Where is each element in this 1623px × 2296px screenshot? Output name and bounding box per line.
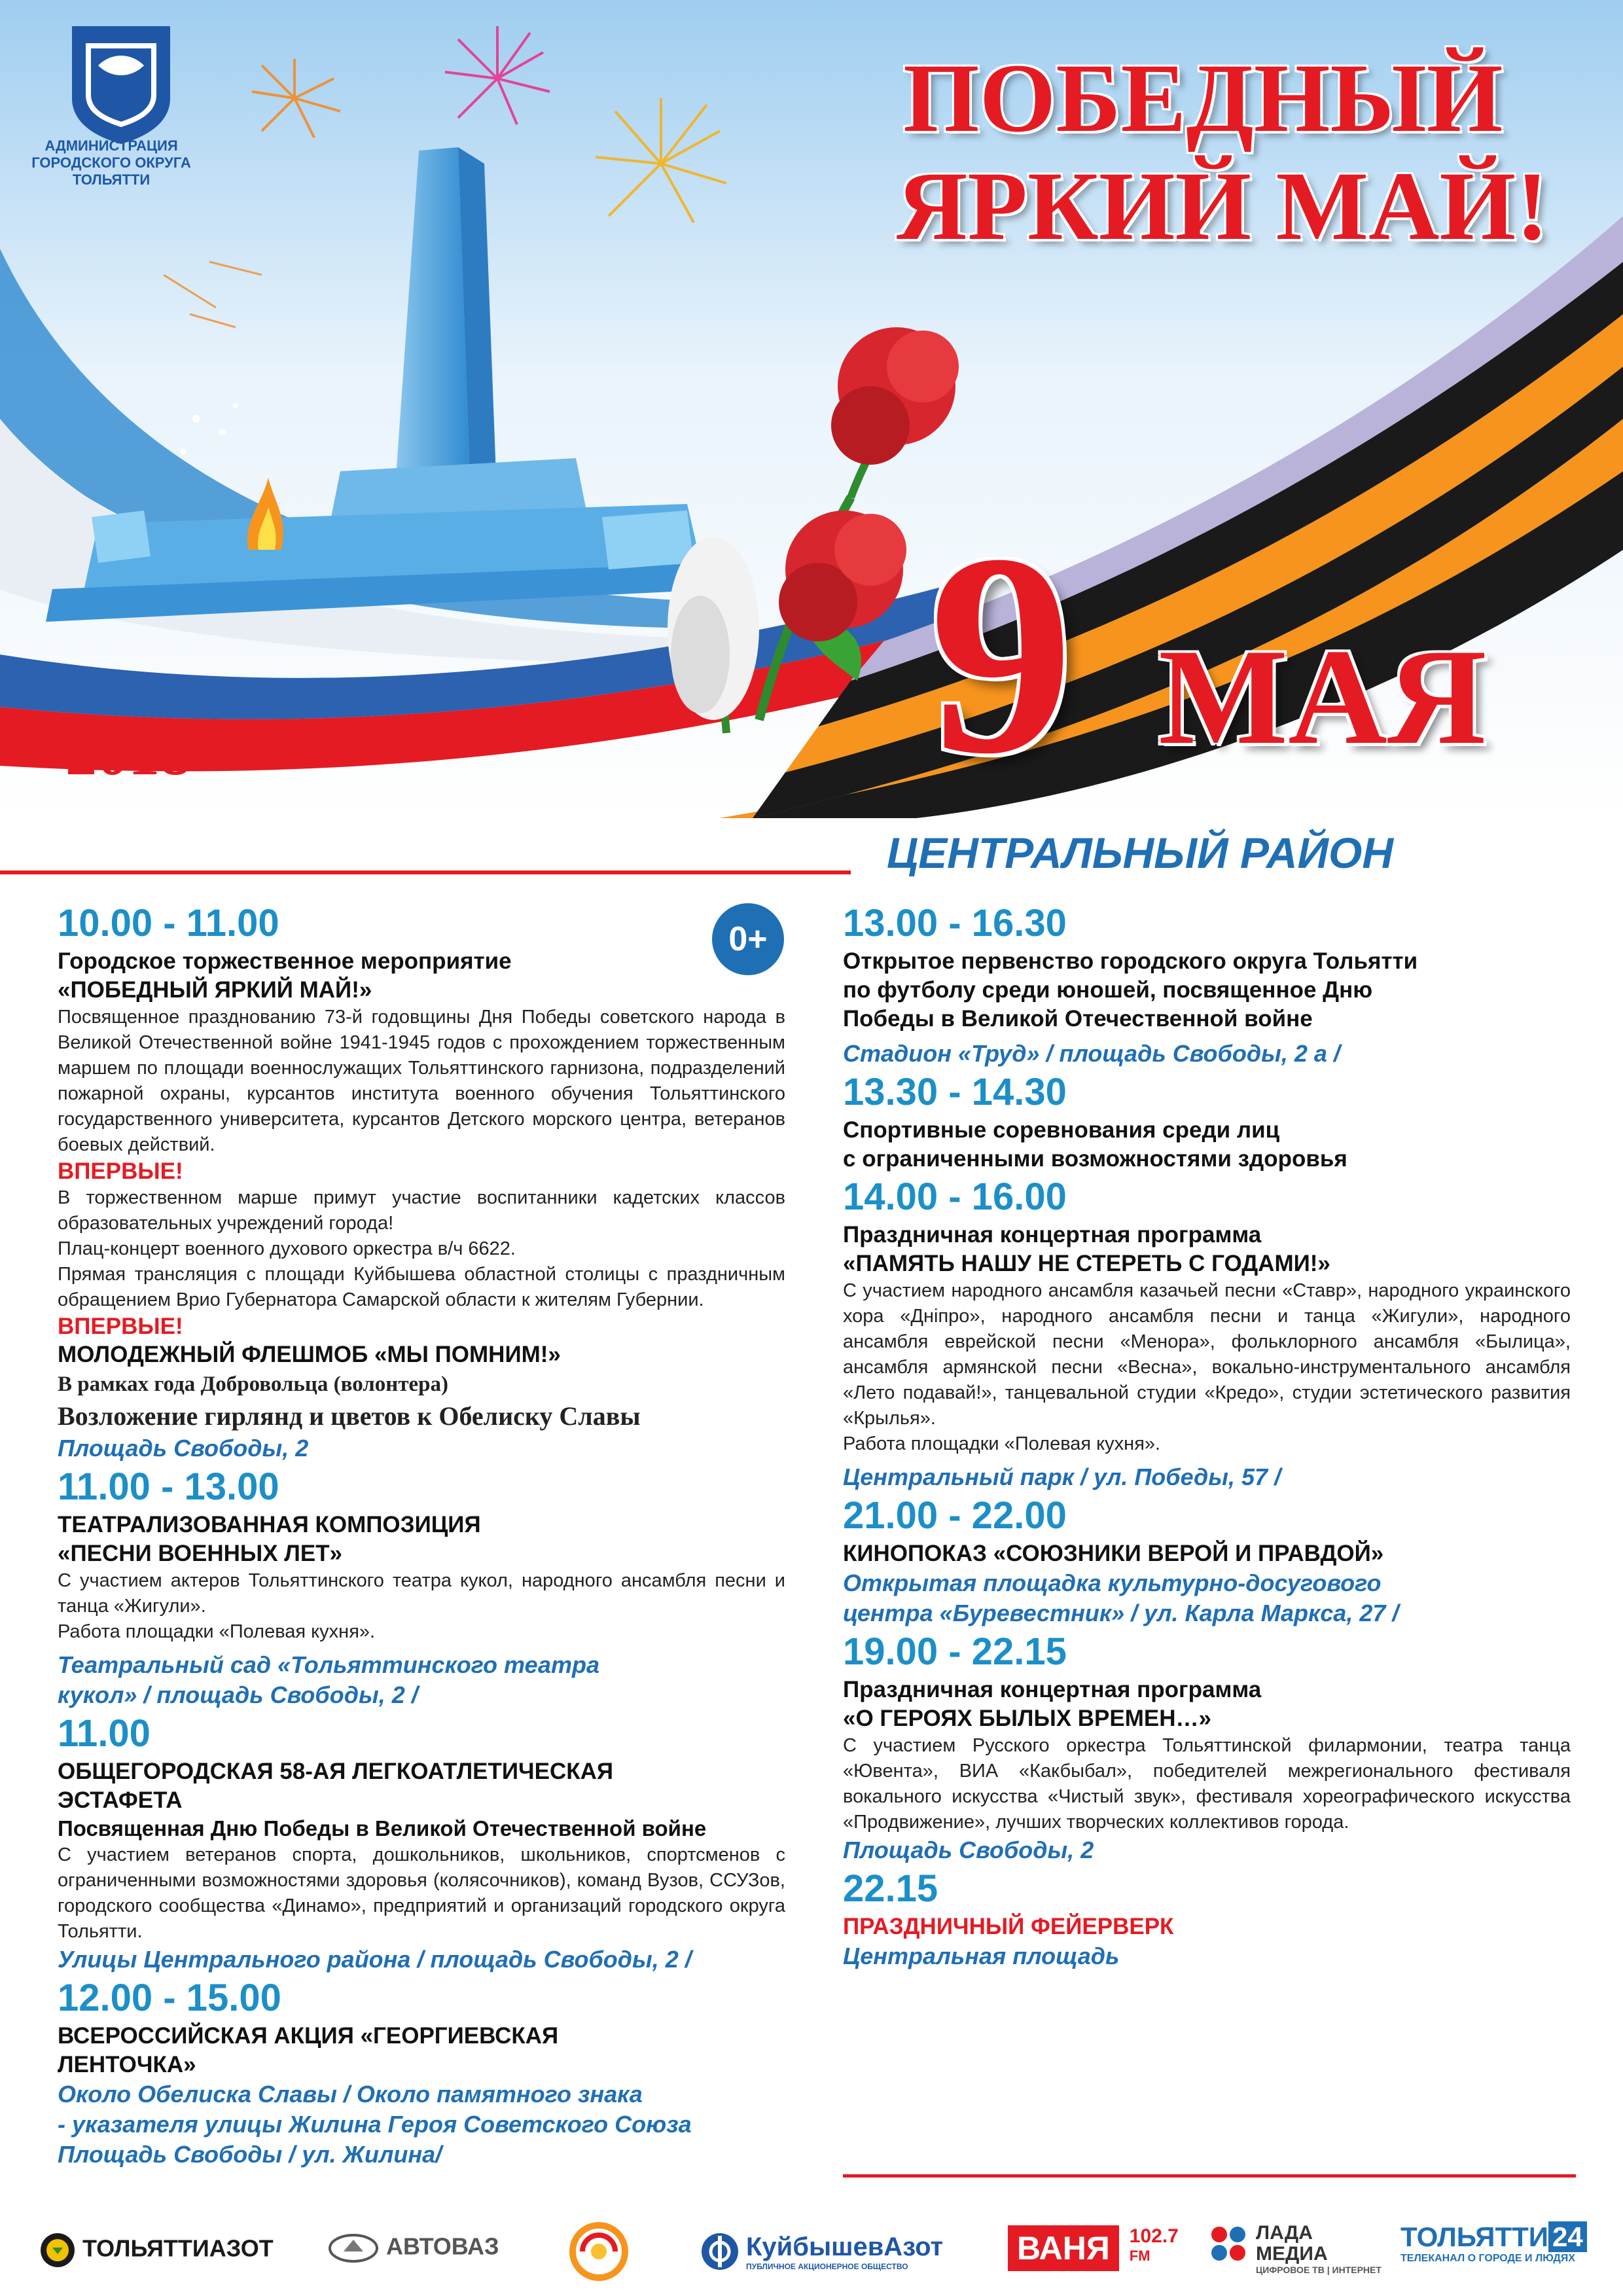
event-description: Работа площадки «Полевая кухня». <box>843 1433 1161 1454</box>
lada-boat-icon <box>327 2232 380 2265</box>
event-description: С участием Русского оркестра Тольяттинской филармонии, театра танца «Ювента», ВИА «Какбыбал», победителей межрегионального фестиваля вокального искусства «Чистый звук», фестиваля хореографического искусства «Продвижение», лучших творческих коллективов города. <box>843 1735 1571 1833</box>
event-title: ЛЕНТОЧКА» <box>58 2052 196 2077</box>
event-time: 10.00 - 11.00 <box>58 902 279 944</box>
event-description: С участием ветеранов спорта, дошкольников, школьников, спортсменов с ограниченными возможностями здоровья (колясочников), команд Вузов, ССУЗов, городского сообщества «Динамо», предприятий и организаций городского округа Тольятти. <box>58 1844 785 1942</box>
sponsor-kuibyshevazot <box>700 2232 943 2271</box>
event-title: Праздничная концертная программа <box>843 1222 1262 1247</box>
event-description: Прямая трансляция с площади Куйбышева областной столицы с праздничным обращением Врио Губернатора Самарской области к жителям Губернии. <box>58 1264 785 1310</box>
event-time: 21.00 - 22.00 <box>843 1494 1067 1537</box>
event-title: Городское торжественное мероприятие <box>58 948 512 974</box>
sponsor-youth-logo <box>563 2219 635 2290</box>
event-title: ВСЕРОССИЙСКАЯ АКЦИЯ «ГЕОРГИЕВСКАЯ <box>58 2023 559 2049</box>
event-location: Площадь Свободы / ул. Жилина/ <box>58 2141 442 2168</box>
title-line-1: ПОБЕДНЫЙ <box>903 44 1503 152</box>
event-location: центра «Буревестник» / ул. Карла Маркса, 27 / <box>843 1600 1399 1626</box>
event-location: Около Обелиска Славы / Около памятного знака <box>58 2081 643 2108</box>
event-time: 22.15 <box>843 1867 938 1910</box>
left-column <box>58 900 785 2170</box>
event-title: ТЕАТРАЛИЗОВАННАЯ КОМПОЗИЦИЯ <box>58 1512 481 1537</box>
togliattiazot-icon <box>39 2232 76 2269</box>
bottom-divider <box>843 2174 1576 2178</box>
event-time: 14.00 - 16.00 <box>843 1175 1067 1218</box>
event-title: «ПЕСНИ ВОЕННЫХ ЛЕТ» <box>58 1541 343 1566</box>
sponsor-subtitle: ПУБЛИЧНОЕ АКЦИОНЕРНОЕ ОБЩЕСТВО <box>746 2261 908 2271</box>
event-location: - указателя улицы Жилина Героя Советского Союза <box>58 2111 692 2138</box>
first-time-badge: ВПЕРВЫЕ! <box>58 1314 183 1339</box>
event-description: С участием народного ансамбля казачьей песни «Ставр», народного украинского хора «Дніпро», народного ансамбля песни и танца «Жигули», народного ансамбля еврейской песни «Менора», фольклорного ансамбля «Былица», ансамбля армянской песни «Весна», вокально-инструментального ансамбля «Лето подавай!», танцевальной студии «Кредо», студии эстетического развития «Крылья». <box>843 1280 1571 1429</box>
event-description: Посвященное празднованию 73-й годовщины Дня Победы советского народа в Великой Отечественной войне 1941-1945 годов с прохождением торжественным маршем по площади военнослужащих Тольяттинского гарнизона, подразделений пожарной охраны, курсантов института военного обучения Тольяттинского государственного университета, курсантов Детского морского центра, ветеранов боевых действий. <box>58 1007 785 1155</box>
event-time: 13.30 - 14.30 <box>843 1071 1067 1113</box>
event-subtitle: Посвященная Дню Победы в Великой Отечественной войне <box>58 1816 707 1840</box>
sponsor-name: ВАНЯ <box>1008 2225 1119 2271</box>
event-title: ОБЩЕГОРОДСКАЯ 58-АЯ ЛЕГКОАТЛЕТИЧЕСКАЯ <box>58 1759 614 1784</box>
event-location: Стадион «Труд» / площадь Свободы, 2 а / <box>843 1040 1340 1067</box>
youth-circle-icon <box>563 2219 635 2284</box>
event-description: С участием актеров Тольяттинского театра кукол, народного ансамбля песни и танца «Жигули». <box>58 1570 785 1617</box>
divider-line <box>0 870 851 874</box>
event-time: 19.00 - 22.15 <box>843 1630 1067 1673</box>
event-location: Площадь Свободы, 2 <box>843 1837 1094 1863</box>
event-title: с ограниченными возможностями здоровья <box>843 1146 1347 1172</box>
sponsor-togliatti24 <box>1400 2221 1587 2265</box>
volunteer-note: В рамках года Добровольца (волонтера) <box>58 1372 449 1396</box>
org-line-1: АДМИНИСТРАЦИЯ <box>45 137 178 154</box>
sponsor-subtitle: ТЕЛЕКАНАЛ О ГОРОДЕ И ЛЮДЯХ <box>1400 2253 1575 2264</box>
event-description: В торжественном марше примут участие воспитанники кадетских классов образовательных учреждений города! <box>58 1187 785 1234</box>
event-title: Праздничная концертная программа <box>843 1677 1262 1702</box>
sponsor-avtovaz <box>327 2232 499 2265</box>
lada-media-dots-icon <box>1207 2223 1249 2265</box>
sponsors-bar <box>39 2219 1584 2284</box>
event-location: Площадь Свободы, 2 <box>58 1435 309 1462</box>
event-location: Открытая площадка культурно-досугового <box>843 1570 1382 1596</box>
day-number: 9 <box>929 495 1073 814</box>
event-title: КИНОПОКАЗ «СОЮЗНИКИ ВЕРОЙ И ПРАВДОЙ» <box>843 1541 1384 1566</box>
event-time: 11.00 - 13.00 <box>58 1465 279 1508</box>
event-title: Спортивные соревнования среди лиц <box>843 1117 1280 1143</box>
event-description: Работа площадки «Полевая кухня». <box>58 1621 376 1642</box>
sponsor-name: ТОЛЬЯТТИАЗОТ <box>82 2234 274 2262</box>
event-location: Центральная площадь <box>843 1943 1120 1969</box>
radio-frequency: 102.7 <box>1129 2225 1179 2247</box>
sponsor-name: МЕДИА <box>1256 2243 1328 2265</box>
month-label: МАЯ <box>1158 621 1487 773</box>
radio-band: FM <box>1129 2248 1150 2264</box>
org-line-2: ГОРОДСКОГО ОКРУГА <box>31 154 191 171</box>
year-label: 2018 <box>65 718 191 788</box>
sponsor-vanya-radio <box>1008 2225 1179 2271</box>
event-title: Открытое первенство городского округа Тольятти <box>843 948 1418 974</box>
age-rating-badge: 0+ <box>712 903 784 975</box>
sponsor-name: КуйбышевАзот <box>746 2232 944 2261</box>
title-line-2: ЯРКИЙ МАЙ! <box>897 152 1549 260</box>
sponsor-name: ЛАДА <box>1256 2222 1313 2244</box>
fireworks-title: ПРАЗДНИЧНЫЙ ФЕЙЕРВЕРК <box>843 1914 1174 1939</box>
wreath-laying: Возложение гирлянд и цветов к Обелиску Славы <box>58 1401 641 1431</box>
administration-caption <box>26 137 196 188</box>
sponsor-name: АВТОВАЗ <box>386 2233 499 2260</box>
channel-number: 24 <box>1548 2221 1587 2252</box>
event-description: Плац-концерт военного духового оркестра в/ч 6622. <box>58 1238 516 1259</box>
event-time: 11.00 <box>58 1712 151 1755</box>
sponsor-name: ТОЛЬЯТТИ <box>1400 2221 1548 2252</box>
sponsor-subtitle: ЦИФРОВОЕ ТВ | ИНТЕРНЕТ <box>1256 2265 1382 2275</box>
sponsor-togliattiazot <box>39 2232 274 2269</box>
event-title: Победы в Великой Отечественной войне <box>843 1006 1313 1031</box>
event-location: кукол» / площадь Свободы, 2 / <box>58 1681 418 1708</box>
event-title: ЭСТАФЕТА <box>58 1787 183 1813</box>
first-time-badge: ВПЕРВЫЕ! <box>58 1158 183 1184</box>
event-title: «ПАМЯТЬ НАШУ НЕ СТЕРЕТЬ С ГОДАМИ!» <box>843 1251 1330 1276</box>
event-location: Улицы Центрального района / площадь Свободы, 2 / <box>58 1946 692 1973</box>
district-title: ЦЕНТРАЛЬНЫЙ РАЙОН <box>887 829 1393 877</box>
org-line-3: ТОЛЬЯТТИ <box>72 171 151 188</box>
event-title: «ПОБЕДНЫЙ ЯРКИЙ МАЙ!» <box>58 977 372 1003</box>
event-location: Театральный сад «Тольяттинского театра <box>58 1651 600 1678</box>
event-time: 12.00 - 15.00 <box>58 1977 281 2019</box>
kuazot-icon <box>700 2232 740 2271</box>
event-location: Центральный парк / ул. Победы, 57 / <box>843 1463 1281 1490</box>
sponsor-lada-media <box>1207 2223 1382 2275</box>
right-column <box>843 900 1571 1971</box>
flashmob-title: МОЛОДЕЖНЫЙ ФЛЕШМОБ «МЫ ПОМНИМ!» <box>58 1342 561 1367</box>
event-title: «О ГЕРОЯХ БЫЛЫХ ВРЕМЕН…» <box>843 1706 1211 1731</box>
event-time: 13.00 - 16.30 <box>843 902 1067 944</box>
event-title: по футболу среди юношей, посвященное Дню <box>843 977 1373 1003</box>
